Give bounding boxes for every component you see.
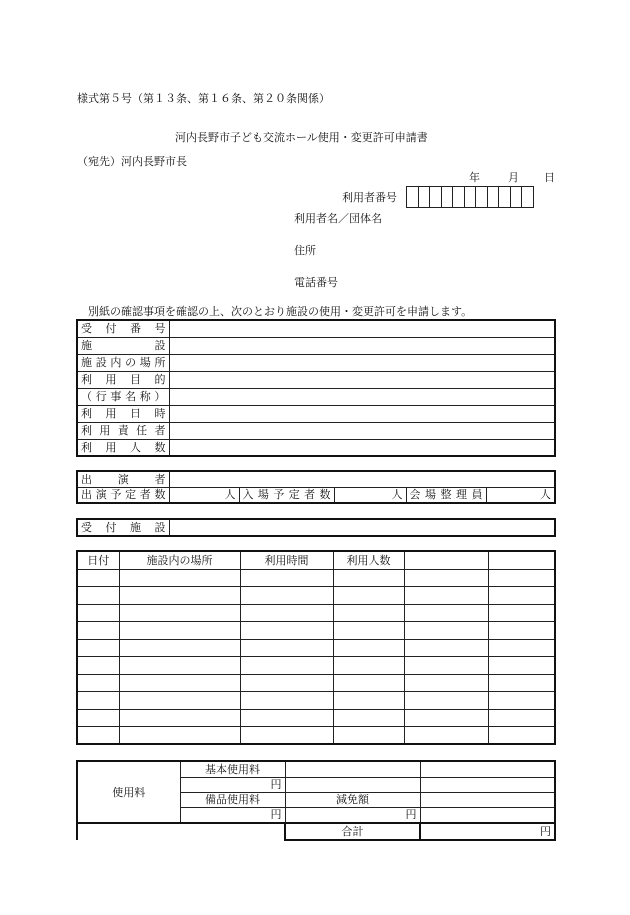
main-row-label: 受付番号 [77,320,169,337]
schedule-cell[interactable] [240,692,333,710]
main-row-label: 施設 [77,337,169,354]
schedule-row [77,587,555,605]
main-row-label: 利用人数 [77,439,169,456]
basic-fee-extra-2[interactable] [420,761,555,777]
schedule-row [77,569,555,587]
schedule-cell[interactable] [240,639,333,657]
schedule-cell[interactable] [333,657,404,675]
schedule-header: 施設内の場所 [119,551,240,569]
schedule-cell[interactable] [240,587,333,605]
schedule-cell[interactable] [404,569,488,587]
staff-label: 会場整理員 [406,487,486,503]
schedule-cell[interactable] [119,727,240,745]
main-row-field[interactable] [169,371,555,388]
schedule-cell[interactable] [77,727,119,745]
phone-label: 電話番号 [294,276,338,289]
main-row-field[interactable] [169,388,555,405]
schedule-cell[interactable] [404,587,488,605]
date-year: 年 [469,171,480,184]
schedule-row [77,674,555,692]
schedule-cell[interactable] [404,657,488,675]
schedule-cell[interactable] [119,692,240,710]
total-amount[interactable]: 円 [420,823,555,840]
intro-text: 別紙の確認事項を確認の上、次のとおり施設の使用・変更許可を申請します。 [88,305,473,318]
main-row-field[interactable] [169,337,555,354]
schedule-cell[interactable] [333,692,404,710]
addressee: （宛先）河内長野市長 [77,155,187,168]
planned-performers-field[interactable]: 人 [169,487,239,503]
discount-label: 減免額 [285,792,420,807]
main-row-field[interactable] [169,354,555,371]
fee-label: 使用料 [77,761,180,823]
schedule-cell[interactable] [240,657,333,675]
staff-field[interactable]: 人 [486,487,555,503]
performer-field[interactable] [169,471,555,487]
fee-table [76,760,556,841]
performer-label: 出演者 [77,471,169,487]
main-row-label: 利用日時 [77,405,169,422]
schedule-cell[interactable] [119,657,240,675]
schedule-row [77,727,555,745]
schedule-cell[interactable] [240,604,333,622]
schedule-cell[interactable] [119,569,240,587]
schedule-cell[interactable] [240,709,333,727]
schedule-cell[interactable] [404,604,488,622]
schedule-cell[interactable] [77,674,119,692]
schedule-cell[interactable] [488,639,555,657]
schedule-cell[interactable] [333,587,404,605]
schedule-cell[interactable] [240,569,333,587]
planned-visitors-field[interactable]: 人 [334,487,406,503]
schedule-cell[interactable] [77,639,119,657]
schedule-cell[interactable] [488,604,555,622]
schedule-cell[interactable] [333,727,404,745]
schedule-cell[interactable] [77,692,119,710]
planned-visitors-label: 入場予定者数 [239,487,334,503]
date-day: 日 [544,171,555,184]
schedule-cell[interactable] [119,639,240,657]
reception-field[interactable] [169,519,555,536]
user-number-box[interactable] [521,186,534,208]
main-row-field[interactable] [169,320,555,337]
schedule-cell[interactable] [77,709,119,727]
schedule-cell[interactable] [488,674,555,692]
basic-fee-extra[interactable] [285,761,420,777]
schedule-row [77,657,555,675]
main-row-label: 利用責任者 [77,422,169,439]
main-row-field[interactable] [169,439,555,456]
schedule-header: 日付 [77,551,119,569]
main-row-label: 利用目的 [77,371,169,388]
schedule-row [77,709,555,727]
schedule-header: 利用人数 [333,551,404,569]
schedule-cell[interactable] [119,709,240,727]
user-name-label: 利用者名／団体名 [294,212,382,225]
schedule-row [77,692,555,710]
schedule-cell[interactable] [488,587,555,605]
schedule-cell[interactable] [333,622,404,640]
main-row-field[interactable] [169,422,555,439]
discount-amount[interactable]: 円 [285,807,420,823]
schedule-row [77,622,555,640]
schedule-row [77,604,555,622]
basic-fee-label: 基本使用料 [180,761,285,777]
schedule-cell[interactable] [240,622,333,640]
schedule-cell[interactable] [404,727,488,745]
schedule-cell[interactable] [119,587,240,605]
main-row-field[interactable] [169,405,555,422]
form-number: 様式第５号（第１３条、第１６条、第２０条関係） [77,92,330,105]
main-row-label: 施設内の場所 [77,354,169,371]
schedule-cell[interactable] [240,727,333,745]
schedule-row [77,639,555,657]
basic-fee-amount[interactable]: 円 [180,777,285,792]
schedule-cell[interactable] [333,639,404,657]
schedule-cell[interactable] [119,604,240,622]
schedule-cell[interactable] [119,674,240,692]
form-title: 河内長野市子ども交流ホール使用・変更許可申請書 [175,131,428,144]
schedule-header [488,551,555,569]
user-number-label: 利用者番号 [342,191,397,204]
schedule-cell[interactable] [404,692,488,710]
schedule-cell[interactable] [404,674,488,692]
address-label: 住所 [294,244,316,257]
main-row-label: （行事名称） [77,388,169,405]
planned-performers-label: 出演予定者数 [77,487,169,503]
reception-label: 受付施設 [77,519,169,536]
schedule-cell[interactable] [488,569,555,587]
main-table [76,319,556,457]
total-label: 合計 [285,823,420,840]
schedule-cell[interactable] [404,639,488,657]
reception-table [76,518,556,537]
performer-table [76,470,556,504]
schedule-table [76,550,556,745]
equipment-fee-label: 備品使用料 [180,792,285,807]
schedule-cell[interactable] [488,657,555,675]
schedule-cell[interactable] [119,622,240,640]
schedule-cell[interactable] [77,604,119,622]
schedule-cell[interactable] [77,622,119,640]
schedule-cell[interactable] [488,709,555,727]
schedule-cell[interactable] [488,622,555,640]
schedule-cell[interactable] [488,727,555,745]
date-month: 月 [508,171,519,184]
schedule-cell[interactable] [77,569,119,587]
schedule-cell[interactable] [240,674,333,692]
equipment-fee-amount[interactable]: 円 [180,807,285,823]
schedule-cell[interactable] [77,657,119,675]
schedule-cell[interactable] [333,709,404,727]
schedule-cell[interactable] [404,622,488,640]
schedule-cell[interactable] [333,604,404,622]
schedule-header: 利用時間 [240,551,333,569]
schedule-header [404,551,488,569]
schedule-cell[interactable] [404,709,488,727]
schedule-cell[interactable] [333,569,404,587]
schedule-cell[interactable] [488,692,555,710]
schedule-cell[interactable] [333,674,404,692]
user-number-boxes[interactable] [407,186,534,208]
schedule-cell[interactable] [77,587,119,605]
